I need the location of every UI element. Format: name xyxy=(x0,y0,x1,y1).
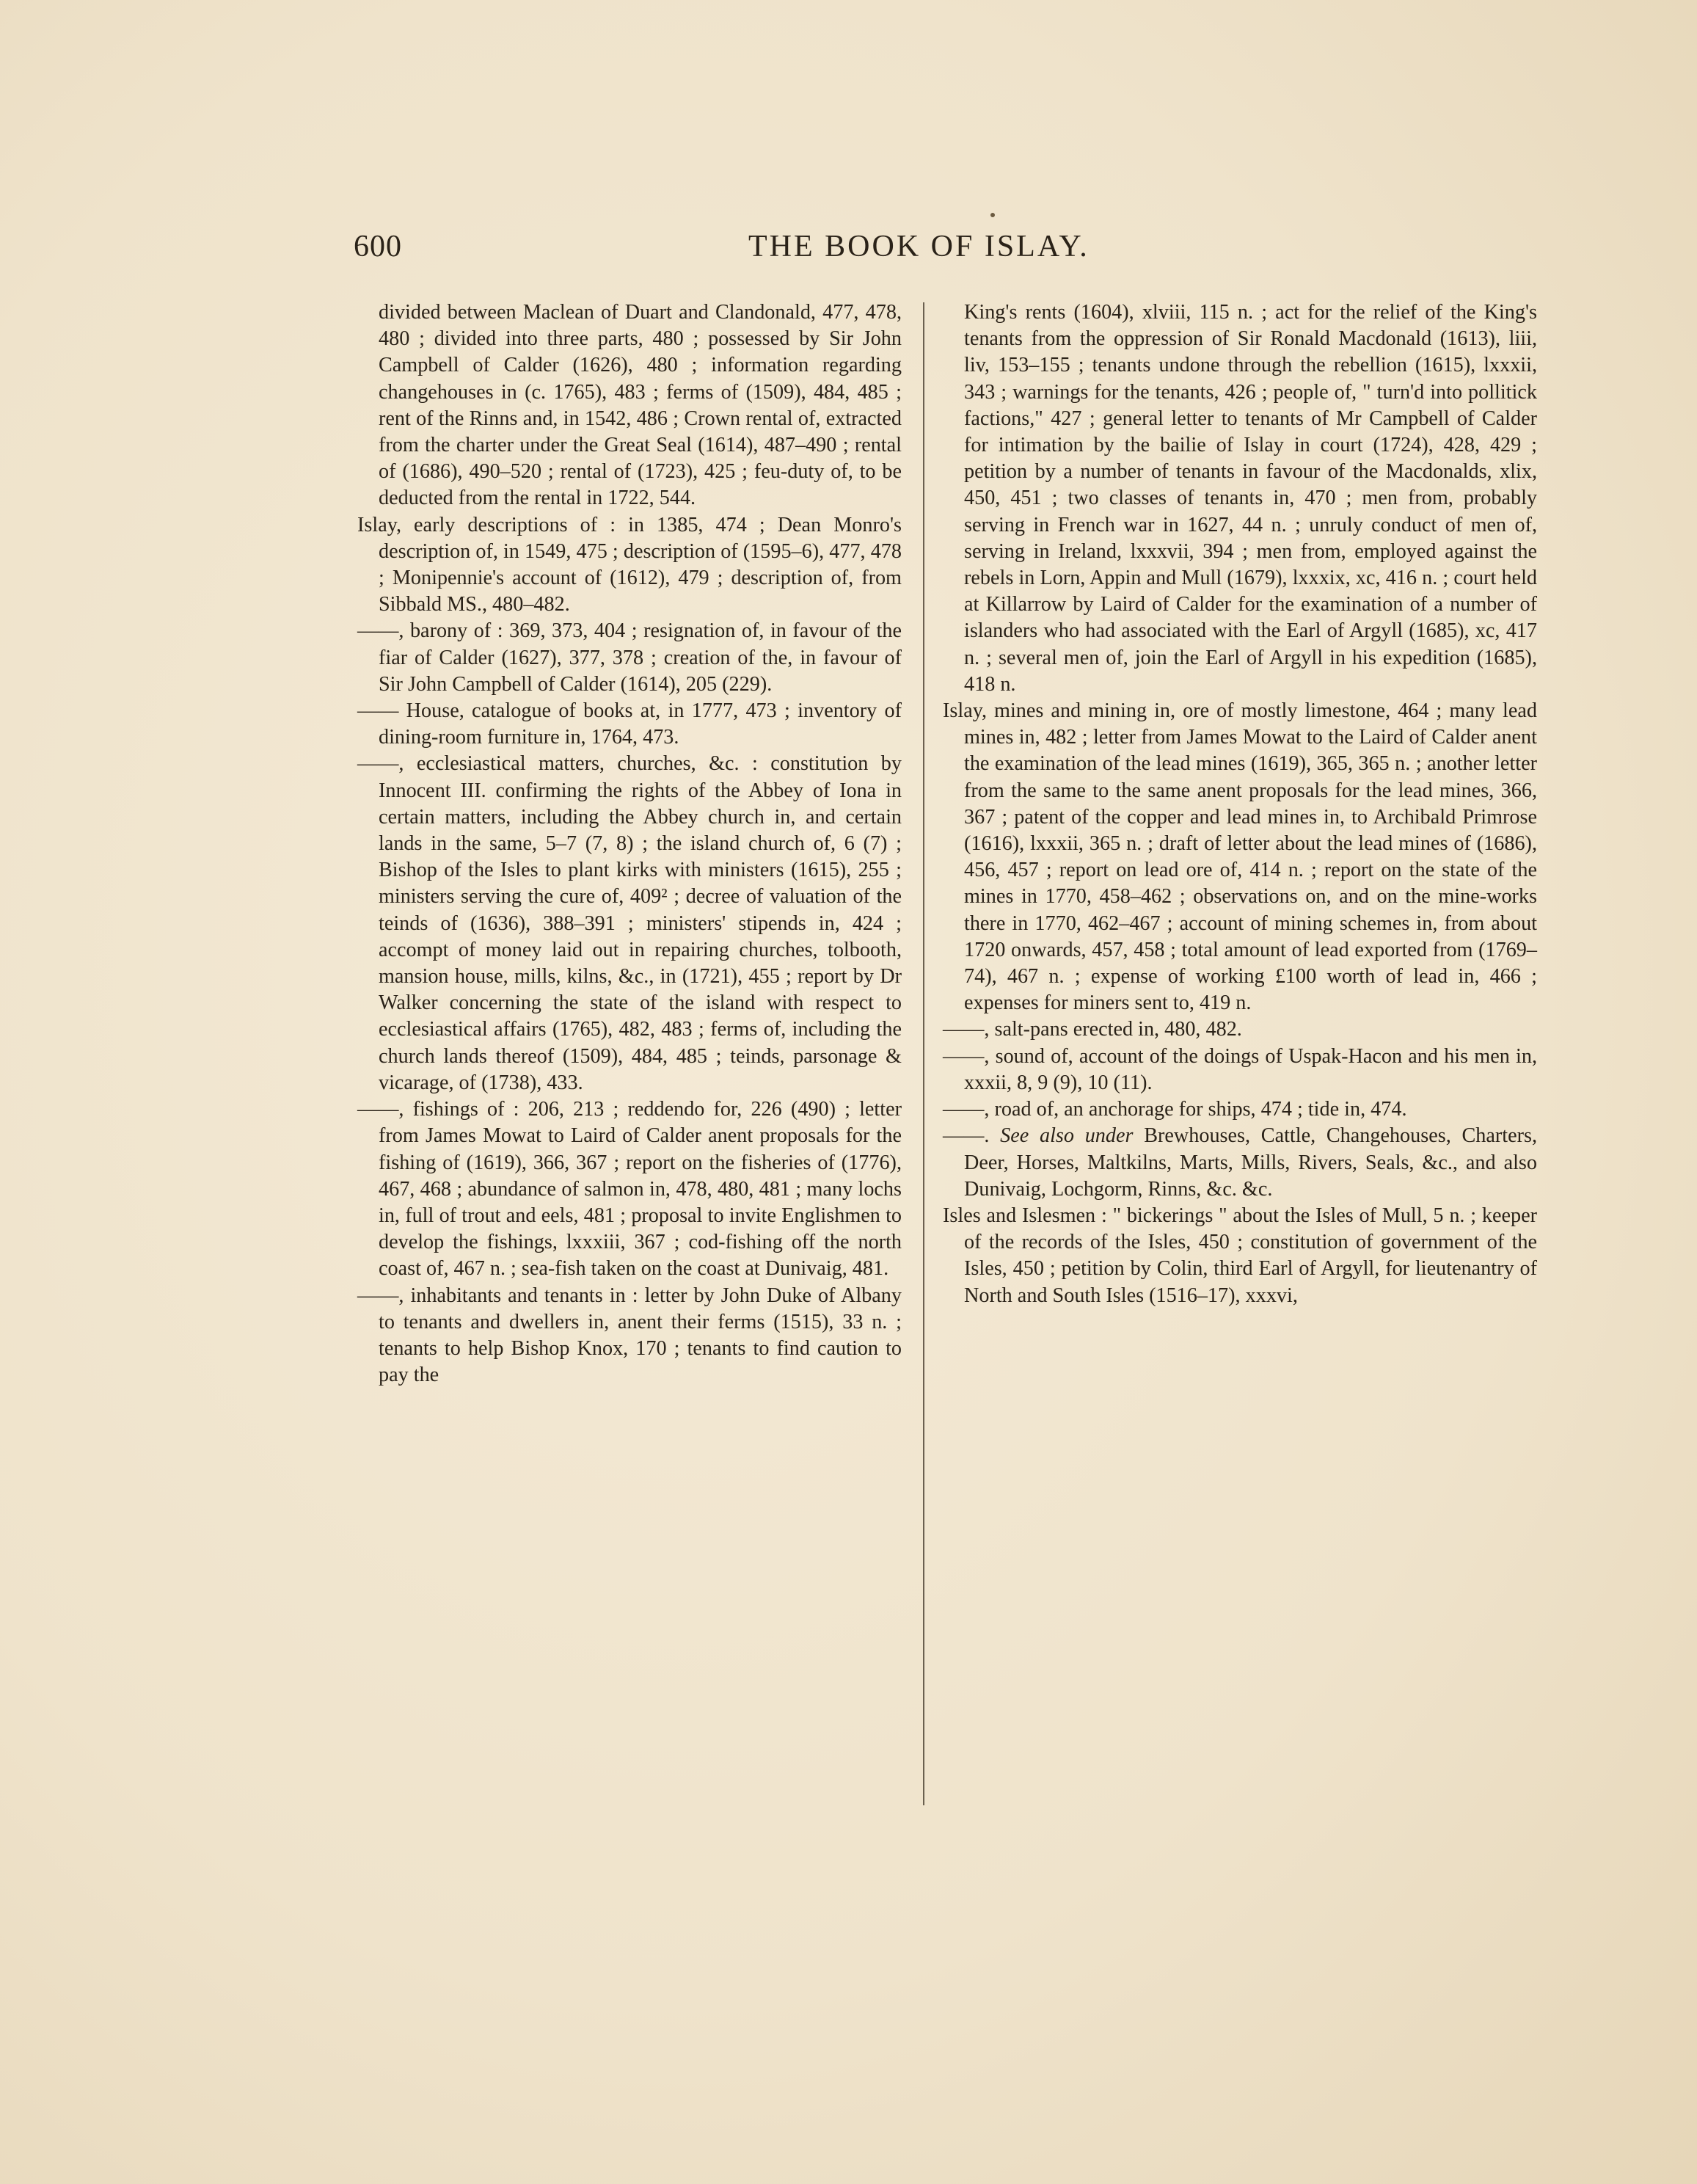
index-entry: ——, inhabitants and tenants in : letter by John Duke of Albany to tenants and dwellers in, anent their ferms (1515), 33 n. ; tenants to help Bishop Knox, 170 ; tenants to find caution to pay the xyxy=(357,1284,902,1387)
ink-speck xyxy=(990,213,995,217)
index-column-right xyxy=(943,299,1537,1309)
see-also-label: See also under xyxy=(1000,1124,1134,1148)
index-entry-see-also xyxy=(943,1123,1537,1203)
see-also-targets: Brewhouses, Cattle, Changehouses, Charters, Deer, Horses, Maltkilns, Marts, Mills, Rivers, Seals, &c., and also Dunivaig, Lochgorm, Rinns, &c. &c. xyxy=(964,1124,1538,1201)
column-rule xyxy=(923,302,924,1805)
index-entry: Isles and Islesmen : " bickerings " about the Isles of Mull, 5 n. ; keeper of the records of the Isles, 450 ; constitution of government of the Isles, 450 ; petition by Colin, third Earl of Argyll, for lieutenantry of North and South Isles (1516–17), xxxvi, xyxy=(943,1204,1537,1307)
index-entry: ——, sound of, account of the doings of Uspak-Hacon and his men in, xxxii, 8, 9 (9), 10 (11). xyxy=(943,1044,1537,1094)
index-entry: ——, ecclesiastical matters, churches, &c. : constitution by Innocent III. confirming the rights of the Abbey of Iona in certain matters, including the Abbey church in, and certain lands in the same, 5–7 (7, 8) ; the island church of, 6 (7) ; Bishop of the Isles to plant kirks with ministers (1615), 255 ; ministers serving the cure of, 409² ; decree of valuation of the teinds of (1636), 388–391 ; ministers' stipends in, 424 ; accompt of money laid out in repairing churches, tolbooth, mansion house, mills, kilns, &c., in (1721), 455 ; report by Dr Walker concerning the state of the island with respect to ecclesiastical affairs (1765), 482, 483 ; ferms of, including the church lands thereof (1509), 484, 485 ; teinds, parsonage & vicarage, of (1738), 433. xyxy=(357,752,902,1094)
book-title: THE BOOK OF ISLAY. xyxy=(748,230,1090,263)
index-column-left xyxy=(357,299,902,1388)
see-also-lead: ——. xyxy=(943,1124,1001,1148)
index-entry: ——, fishings of : 206, 213 ; reddendo for, 226 (490) ; letter from James Mowat to Laird of Calder anent proposals for the fishing of (1619), 366, 367 ; report on the fisheries of (1776), 467, 468 ; abundance of salmon in, 478, 480, 481 ; many lochs in, full of trout and eels, 481 ; proposal to invite Englishmen to develop the fishings, lxxxiii, 367 ; cod-fishing off the north coast of, 467 n. ; sea-fish taken on the coast at Dunivaig, 481. xyxy=(357,1098,902,1281)
index-entry: ——, salt-pans erected in, 480, 482. xyxy=(943,1018,1242,1041)
index-entry: King's rents (1604), xlviii, 115 n. ; act for the relief of the King's tenants from the oppression of Sir Ronald Macdonald (1613), liii, liv, 153–155 ; tenants undone through the rebellion (1615), lxxxii, 343 ; warnings for the tenants, 426 ; people of, " turn'd into pollitick factions," 427 ; general letter to tenants of Mr Campbell of Calder for intimation by the bailie of Islay in court (1724), 428, 429 ; petition by a number of tenants in favour of the Macdonalds, xlix, 450, 451 ; two classes of tenants in, 470 ; men from, probably serving in French war in 1627, 44 n. ; unruly conduct of men of, serving in Ireland, lxxxvii, 394 ; men from, employed against the rebels in Lorn, Appin and Mull (1679), lxxxix, xc, 416 n. ; court held at Killarrow by Laird of Calder for the examination of a number of islanders who had associated with the Earl of Argyll (1685), xc, 417 n. ; several men of, join the Earl of Argyll in his expedition (1685), 418 n. xyxy=(964,301,1537,696)
index-entry: ——, barony of : 369, 373, 404 ; resignation of, in favour of the fiar of Calder (1627), 377, 378 ; creation of the, in favour of Sir John Campbell of Calder (1614), 205 (229). xyxy=(357,619,902,696)
index-entry: ——, road of, an anchorage for ships, 474 ; tide in, 474. xyxy=(943,1098,1407,1121)
page-number: 600 xyxy=(354,230,402,263)
index-entry: Islay, mines and mining in, ore of mostly limestone, 464 ; many lead mines in, 482 ; letter from James Mowat to the Laird of Calder anent the examination of the lead mines (1619), 365, 365 n. ; another letter from the same to the same anent proposals for the lead mines, 366, 367 ; patent of the copper and lead mines in, to Archibald Primrose (1616), lxxxii, 365 n. ; draft of letter about the lead mines of (1686), 456, 457 ; report on lead ore of, 414 n. ; report on the state of the mines in 1770, 458–462 ; observations on, and on the mine-works there in 1770, 462–467 ; account of mining schemes in, from about 1720 onwards, 457, 458 ; total amount of lead exported from (1769–74), 467 n. ; expense of working £100 worth of lead in, 466 ; expenses for miners sent to, 419 n. xyxy=(943,699,1537,1015)
index-entry: divided between Maclean of Duart and Clandonald, 477, 478, 480 ; divided into three parts, 480 ; possessed by Sir John Campbell of Calder (1626), 480 ; information regarding changehouses in (c. 1765), 483 ; ferms of (1509), 484, 485 ; rent of the Rinns and, in 1542, 486 ; Crown rental of, extracted from the charter under the Great Seal (1614), 487–490 ; rental of (1686), 490–520 ; rental of (1723), 425 ; feu-duty of, to be deducted from the rental in 1722, 544. xyxy=(379,301,902,510)
running-head xyxy=(354,229,1117,273)
index-entry: Islay, early descriptions of : in 1385, 474 ; Dean Monro's description of, in 1549, 475 ; description of (1595–6), 477, 478 ; Monipennie's account of (1612), 479 ; description of, from Sibbald MS., 480–482. xyxy=(357,513,902,616)
index-entry: —— House, catalogue of books at, in 1777, 473 ; inventory of dining-room furniture in, 1764, 473. xyxy=(357,699,902,749)
